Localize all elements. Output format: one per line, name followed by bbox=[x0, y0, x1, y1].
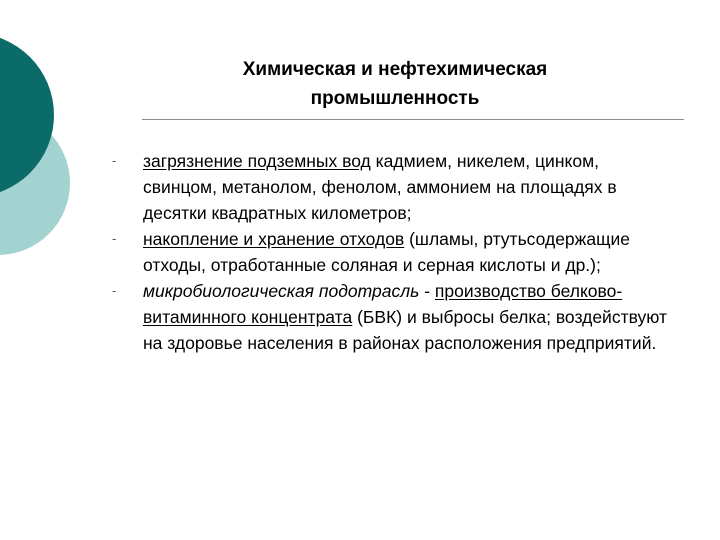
bullet-marker: - bbox=[112, 283, 117, 298]
bullet-3-underlined-text: производство белково-витаминного концентрата bbox=[143, 281, 623, 327]
slide-title bbox=[150, 55, 640, 113]
bullet-marker: - bbox=[112, 153, 117, 168]
bullet-3-dash: - bbox=[419, 281, 435, 301]
bullet-1-underlined-text: загрязнение подземных вод bbox=[143, 151, 371, 171]
bullet-item-waste bbox=[112, 226, 672, 278]
bullet-marker: - bbox=[112, 231, 117, 246]
bullet-2-text: (шламы, ртутьсодержащие отходы, отработанные соляная и серная кислоты и др.); bbox=[143, 229, 630, 275]
bullet-item-microbiology bbox=[112, 278, 672, 356]
bullet-1-text: кадмием, никелем, цинком, свинцом, метанолом, фенолом, аммонием на площадях в десятки квадратных километров; bbox=[143, 151, 617, 223]
bullet-item-groundwater bbox=[112, 148, 672, 226]
bullet-list bbox=[112, 148, 672, 356]
title-divider bbox=[142, 119, 684, 120]
title-line-2: промышленность bbox=[310, 88, 480, 109]
bullet-2-underlined-text: накопление и хранение отходов bbox=[143, 229, 405, 249]
title-line-1: Химическая и нефтехимическая bbox=[242, 59, 548, 80]
bullet-3-text: (БВК) и выбросы белка; воздействуют на здоровье населения в районах расположения предприятий. bbox=[143, 307, 668, 353]
bullet-3-italic-text: микробиологическая подотрасль bbox=[143, 281, 420, 301]
